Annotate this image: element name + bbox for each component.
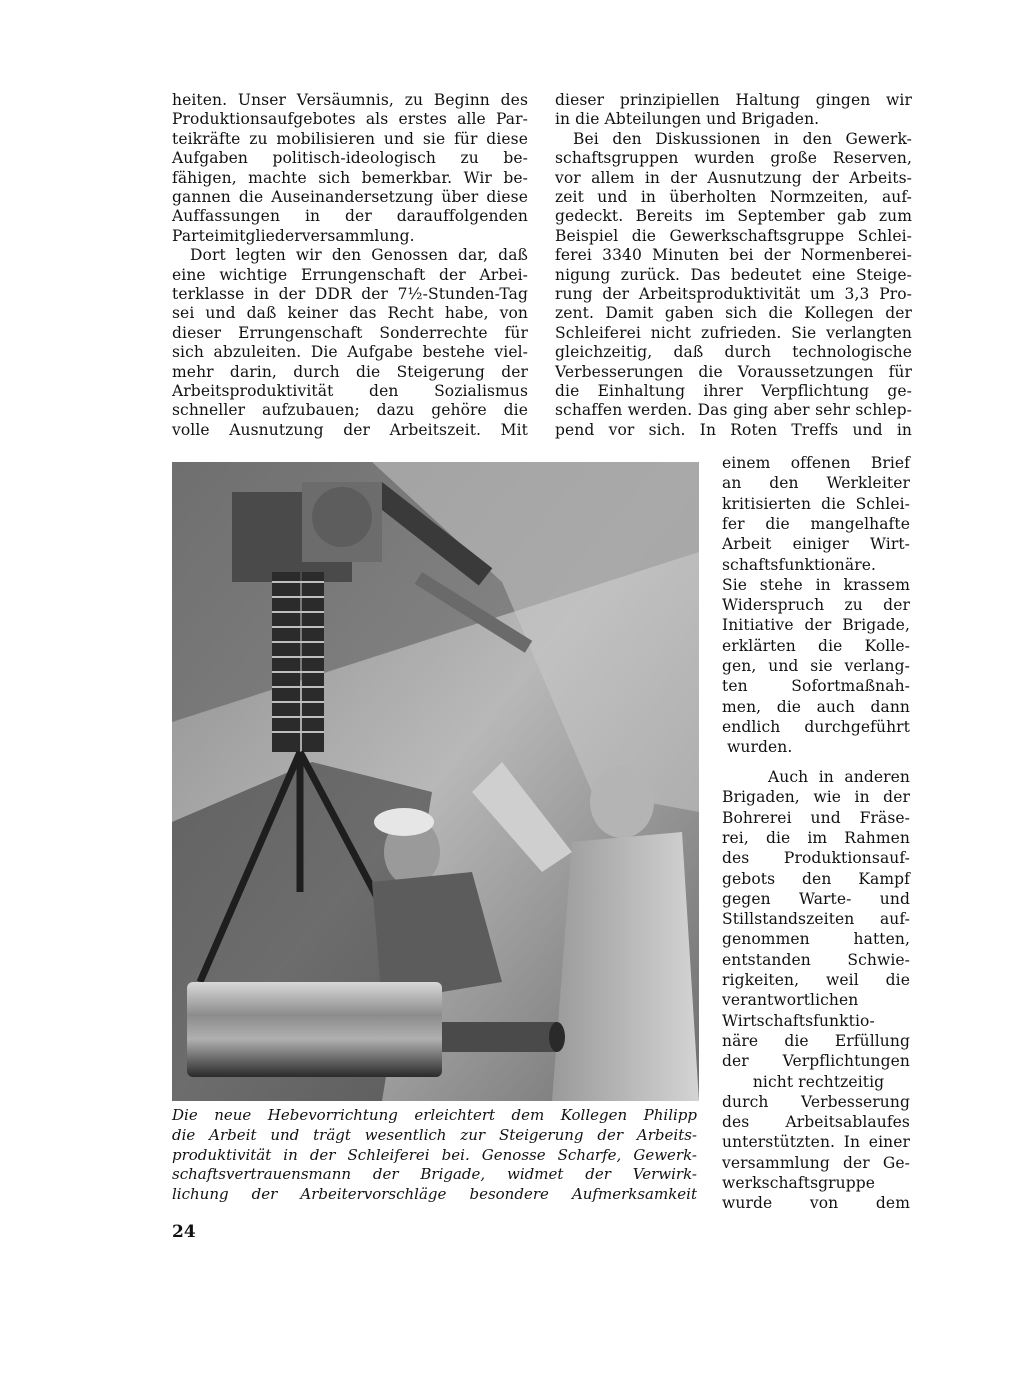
text-line: Wirtschaftsfunktio-	[722, 1011, 875, 1030]
text-line: rigkeiten, weil die	[722, 971, 910, 989]
text-line: gen, und sie verlang-	[722, 657, 910, 675]
text-line: ferei 3340 Minuten bei der Normenberei-	[555, 246, 912, 265]
text-line: Auch in anderen	[768, 768, 910, 786]
text-line: genommen hatten,	[722, 930, 910, 949]
text-line: versammlung der Ge-	[722, 1153, 910, 1172]
text-line: verantwortlichen	[722, 991, 859, 1010]
text-line: teikräfte zu mobilisieren und sie für diese	[172, 129, 528, 148]
text-line: Verbesserungen die Voraussetzungen für	[555, 362, 912, 381]
text-line: entstanden Schwie-	[722, 950, 910, 969]
text-line: mehr darin, durch die Steigerung der	[172, 362, 528, 381]
text-line: fähigen, machte sich bemerkbar. Wir be-	[172, 168, 528, 187]
text-line: Die neue Hebevorrichtung erleichtert dem Kollegen Philipp	[172, 1106, 697, 1124]
text-line: sei und daß keiner das Recht habe, von	[172, 304, 528, 323]
text-line: nigung zurück. Das bedeutet eine Steige-	[555, 265, 912, 284]
text-line: lichung der Arbeitervorschläge besondere Aufmerksamkeit	[172, 1185, 697, 1204]
text-line: wurde von dem	[722, 1194, 910, 1213]
text-line: Widerspruch zu der	[722, 596, 910, 615]
text-line: endlich durchgeführt	[722, 717, 910, 736]
text-line: gedeckt. Bereits im September gab zum	[555, 207, 912, 226]
text-line: der Verpflichtungen	[722, 1052, 910, 1071]
text-line: nicht rechtzeitig	[752, 1072, 885, 1091]
text-line: durch Verbesserung	[722, 1092, 910, 1111]
text-line: Schleiferei nicht zufrieden. Sie verlangten	[555, 323, 912, 342]
text-line: Beispiel die Gewerkschaftsgruppe Schlei-	[555, 226, 912, 245]
text-line: Dort legten wir den Genossen dar, daß	[190, 246, 528, 265]
text-line: des Produktionsauf-	[722, 849, 910, 868]
text-line: eine wichtige Errungenschaft der Arbei-	[172, 265, 528, 284]
text-line: in die Abteilungen und Brigaden.	[555, 110, 820, 129]
text-line: Arbeitsproduktivität den Sozialismus	[172, 382, 528, 400]
text-line: Auffassungen in der darauffolgenden	[172, 207, 528, 226]
text-line: pend vor sich. In Roten Treffs und in	[555, 420, 912, 439]
text-line: näre die Erfüllung	[722, 1031, 910, 1050]
text-line: Initiative der Brigade,	[722, 616, 910, 635]
page-number: 24	[172, 1222, 196, 1242]
text-line: Brigaden, wie in der	[722, 788, 910, 807]
text-line: unterstützten. In einer	[722, 1133, 910, 1152]
text-line: Aufgaben politisch-ideologisch zu be-	[172, 149, 528, 168]
text-line: schaftsvertrauensmann der Brigade, widmet der Verwirk-	[172, 1165, 697, 1184]
text-line: fer die mangelhafte	[722, 514, 910, 533]
text-line: rung der Arbeitsproduktivität um 3,3 Pro-	[555, 285, 912, 303]
text-line: rei, die im Rahmen	[722, 828, 910, 847]
photograph-lifting-device	[172, 462, 699, 1101]
text-line: erklärten die Kolle-	[722, 636, 910, 655]
text-line: men, die auch dann	[722, 697, 910, 716]
text-line: terklasse in der DDR der 7½-Stunden-Tag	[172, 285, 528, 303]
text-line: gannen die Auseinandersetzung über diese	[172, 188, 528, 206]
text-line: Bohrerei und Fräse-	[722, 808, 910, 827]
text-line: schaffen werden. Das ging aber sehr schlep-	[555, 401, 912, 420]
text-line: wurden.	[727, 738, 793, 757]
text-line: Stillstandszeiten auf-	[722, 910, 910, 929]
text-line: gleichzeitig, daß durch technologische	[555, 343, 912, 362]
text-line: die Einhaltung ihrer Verpflichtung ge-	[555, 382, 912, 400]
text-line: Arbeit einiger Wirt-	[722, 535, 910, 554]
text-line: vor allem in der Ausnutzung der Arbeits-	[555, 168, 912, 187]
text-line: dieser prinzipiellen Haltung gingen wir	[555, 91, 912, 109]
text-line: des Arbeitsablaufes	[722, 1113, 910, 1132]
text-line: ten Sofortmaßnah-	[722, 677, 910, 696]
text-line: produktivität in der Schleiferei bei. Genosse Scharfe, Gewerk-	[172, 1145, 697, 1164]
text-line: zeit und in überholten Normzeiten, auf-	[555, 188, 912, 206]
text-line: schaftsgruppen wurden große Reserven,	[555, 149, 912, 168]
text-line: Produktionsaufgebotes als erstes alle Par-	[172, 110, 528, 129]
text-line: an den Werkleiter	[722, 474, 910, 493]
text-line: Parteimitgliederversammlung.	[172, 226, 415, 245]
text-line: dieser Errungenschaft Sonderrechte für	[172, 323, 528, 342]
text-line: heiten. Unser Versäumnis, zu Beginn des	[172, 91, 528, 109]
text-line: Sie stehe in krassem	[722, 575, 910, 594]
text-line: einem offenen Brief	[722, 454, 910, 472]
text-line: zent. Damit gaben sich die Kollegen der	[555, 304, 912, 323]
text-line: Bei den Diskussionen in den Gewerk-	[573, 129, 912, 148]
text-line: schneller aufzubauen; dazu gehöre die	[172, 401, 528, 420]
text-line: die Arbeit und trägt wesentlich zur Steigerung der Arbeits-	[172, 1125, 697, 1144]
text-line: sich abzuleiten. Die Aufgabe bestehe viel-	[172, 343, 528, 362]
text-line: schaftsfunktionäre.	[722, 555, 877, 574]
text-line: kritisierten die Schlei-	[722, 494, 910, 513]
text-line: volle Ausnutzung der Arbeitszeit. Mit	[172, 420, 528, 439]
text-line: gebots den Kampf	[722, 869, 910, 888]
text-line: gegen Warte- und	[722, 889, 910, 908]
text-line: werkschaftsgruppe	[722, 1174, 876, 1192]
